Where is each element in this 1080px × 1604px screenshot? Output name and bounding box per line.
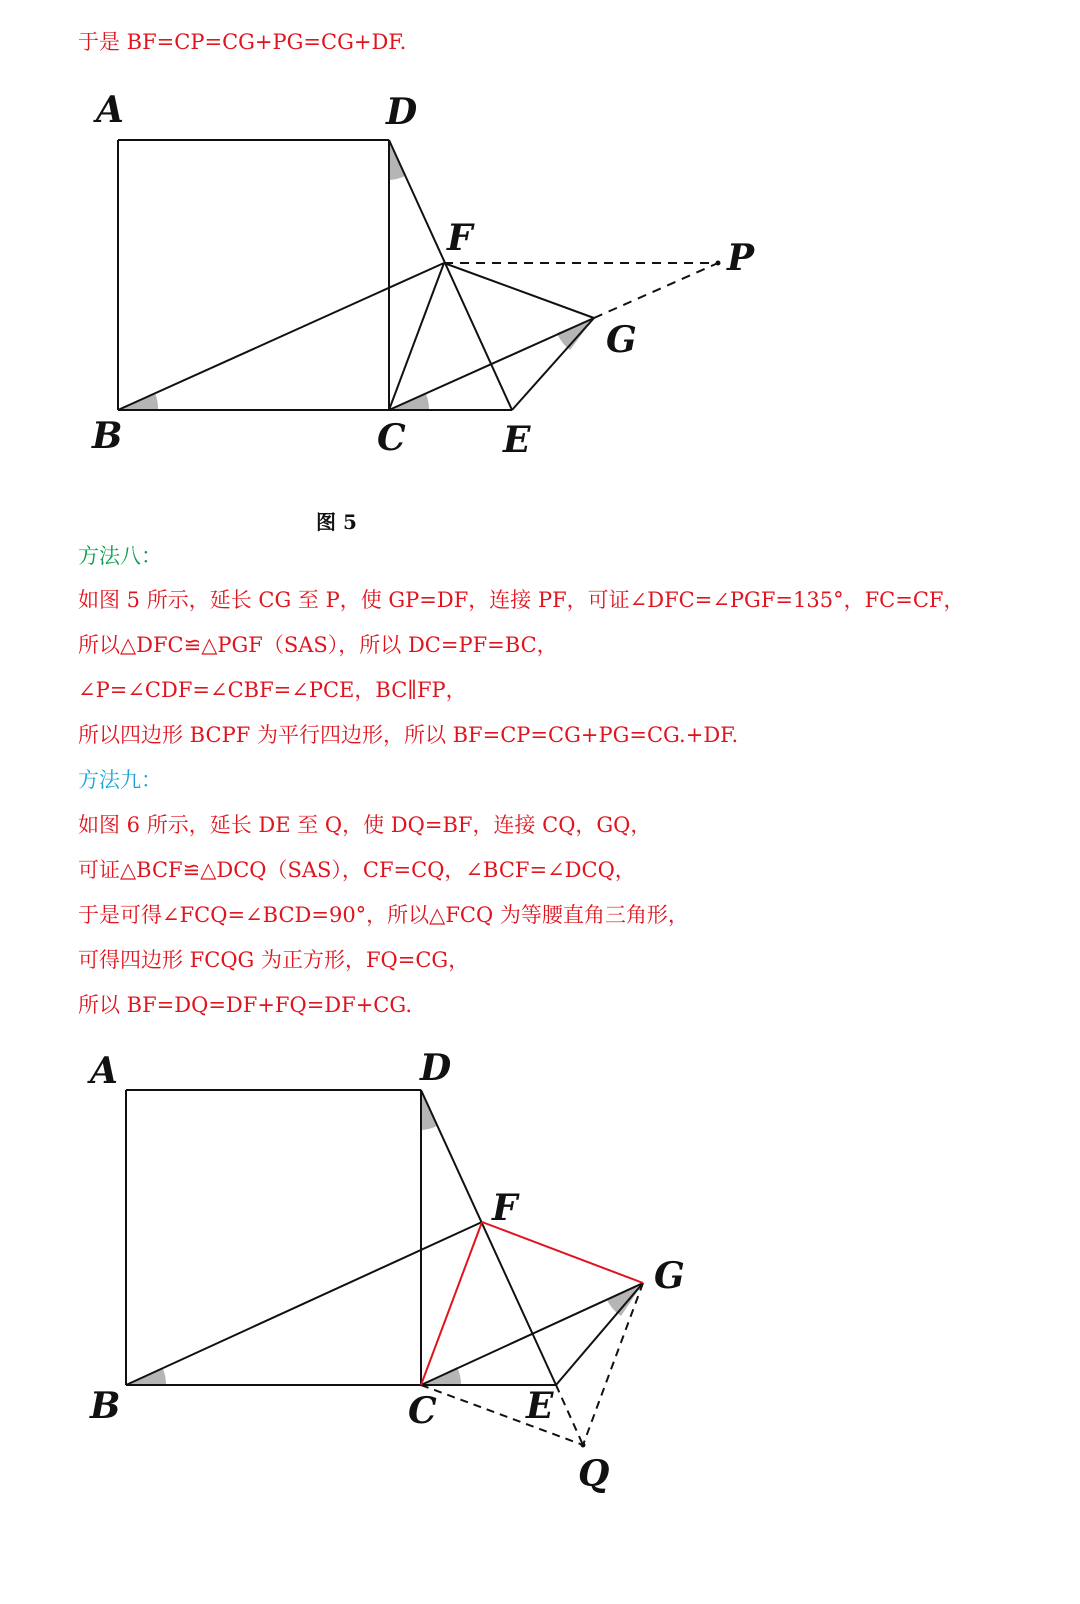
f6-seg-CQ bbox=[421, 1385, 583, 1445]
method9-line-5: 所以 BF=DQ=DF+FQ=DF+CG. bbox=[78, 993, 413, 1017]
method8-line-3: ∠P=∠CDF=∠CBF=∠PCE，BC∥FP， bbox=[78, 678, 467, 702]
method9-line-3: 于是可得∠FCQ=∠BCD=90°，所以△FCQ 为等腰直角三角形， bbox=[78, 903, 689, 927]
method8-title: 方法八： bbox=[78, 544, 162, 568]
f5-label-A: A bbox=[96, 89, 124, 131]
f6-label-G: G bbox=[654, 1255, 685, 1297]
f6-point-Q bbox=[581, 1443, 586, 1448]
f6-label-F: F bbox=[492, 1187, 518, 1229]
f6-seg-BF bbox=[126, 1222, 482, 1385]
method9-line-2: 可证△BCF≌△DCQ（SAS），CF=CQ，∠BCF=∠DCQ， bbox=[78, 858, 636, 882]
f6-label-D: D bbox=[420, 1047, 452, 1089]
method8-line-2: 所以△DFC≌△PGF（SAS），所以 DC=PF=BC， bbox=[78, 633, 558, 657]
f6-label-Q: Q bbox=[578, 1453, 610, 1495]
method8-line-4: 所以四边形 BCPF 为平行四边形，所以 BF=CP=CG+PG=CG.+DF. bbox=[78, 723, 739, 747]
method9-line-4: 可得四边形 FCQG 为正方形，FQ=CG， bbox=[78, 948, 470, 972]
f5-label-G: G bbox=[606, 319, 637, 361]
figure5-caption: 图 5 bbox=[316, 510, 357, 534]
f5-label-F: F bbox=[447, 217, 473, 259]
f5-label-P: P bbox=[727, 237, 755, 279]
method9-title: 方法九： bbox=[78, 768, 162, 792]
conclusion-line: 于是 BF=CP=CG+PG=CG+DF. bbox=[78, 30, 407, 54]
f6-seg-DE bbox=[421, 1090, 556, 1385]
f5-label-D: D bbox=[386, 91, 418, 133]
method9-line-1: 如图 6 所示，延长 DE 至 Q，使 DQ=BF，连接 CQ，GQ， bbox=[78, 813, 652, 837]
f6-label-A: A bbox=[90, 1050, 118, 1092]
f5-label-E: E bbox=[503, 419, 531, 461]
f6-label-B: B bbox=[90, 1385, 121, 1427]
f6-seg-EQ bbox=[556, 1385, 583, 1445]
f5-label-C: C bbox=[377, 417, 406, 459]
f6-label-C: C bbox=[408, 1390, 437, 1432]
method8-line-1: 如图 5 所示，延长 CG 至 P，使 GP=DF，连接 PF，可证∠DFC=∠PGF=135°，FC=CF， bbox=[78, 588, 965, 612]
f5-label-B: B bbox=[92, 415, 123, 457]
f6-seg-GE bbox=[556, 1283, 643, 1385]
f6-label-E: E bbox=[526, 1385, 554, 1427]
